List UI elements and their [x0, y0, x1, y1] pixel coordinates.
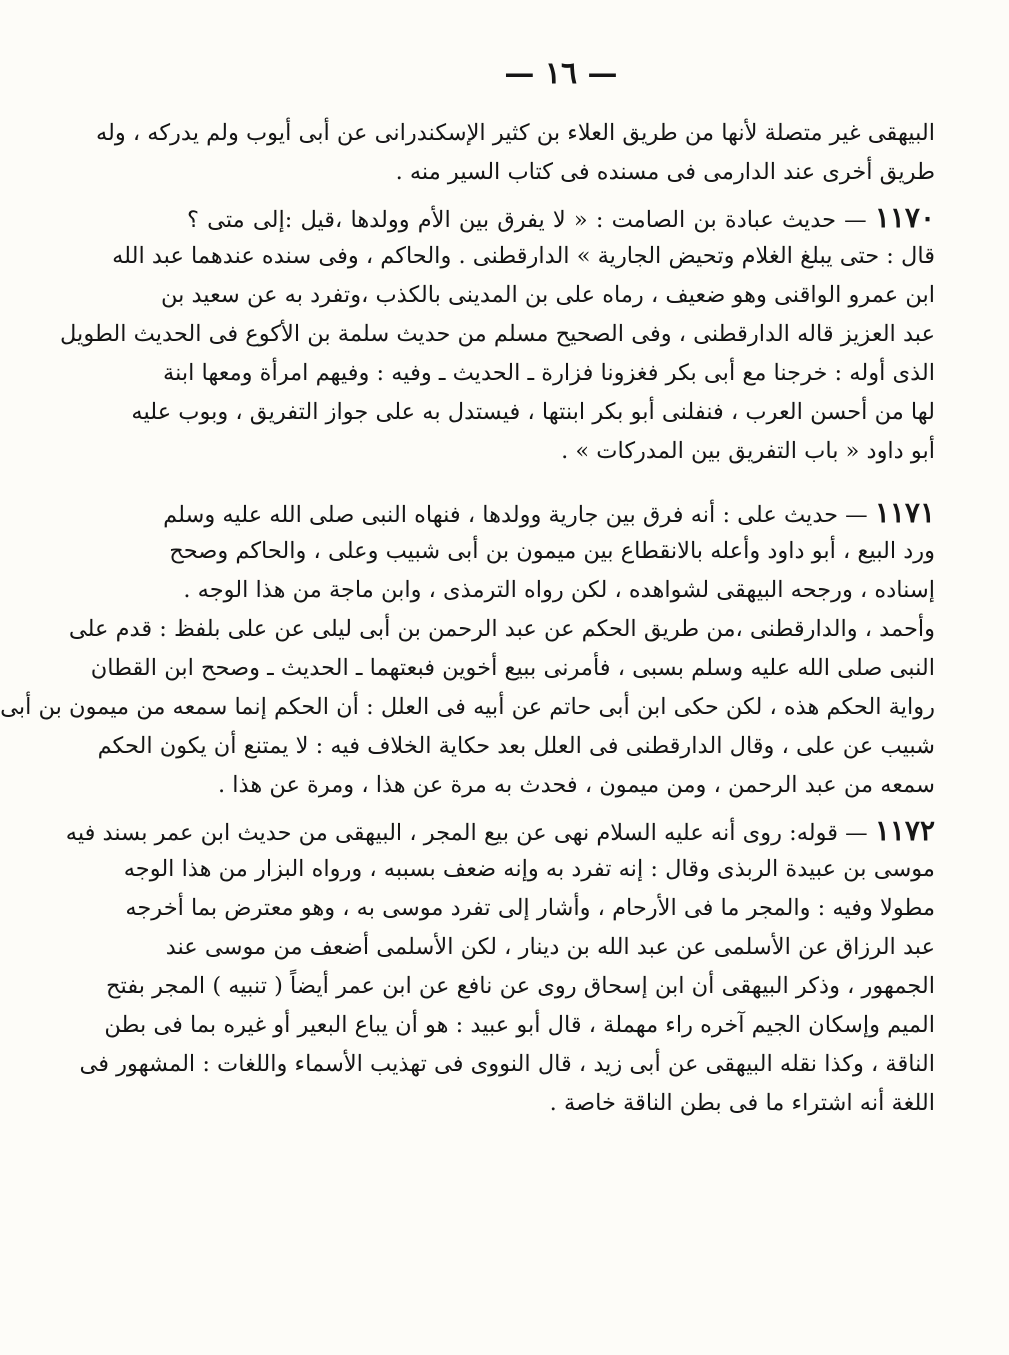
text-line: الذى أوله : خرجنا مع أبى بكر فغزونا فزارة ـ الحديث ـ وفيه : وفيهم امرأة ومعها ابنة [163, 360, 935, 386]
text-line: الميم وإسكان الجيم آخره راء مهملة ، قال أبو عبيد : هو أن يباع البعير أو غيره بما فى بطن [104, 1012, 935, 1038]
text-line: الناقة ، وكذا نقله البيهقى عن أبى زيد ، قال النووى فى تهذيب الأسماء واللغات : المشهور فى [79, 1051, 935, 1077]
text-line: طريق أخرى عند الدارمى فى مسنده فى كتاب السير منه . [395, 159, 935, 185]
hadith-number: ١١٧٢ [874, 814, 935, 847]
text-line: عبد العزيز قاله الدارقطنى ، وفى الصحيح مسلم من حديث سلمة بن الأكوع فى الحديث الطويل [60, 321, 935, 347]
text-line: اللغة أنه اشتراء ما فى بطن الناقة خاصة . [549, 1090, 935, 1116]
hadith-entry-1171 [0, 493, 935, 805]
text-line: عبد الرزاق عن الأسلمى عن عبد الله بن دينار ، لكن الأسلمى أضعف من موسى عند [165, 934, 935, 960]
text-line: مطولا وفيه : والمجر ما فى الأرحام ، وأشار إلى تفرد موسى به ، وهو معترض بما أخرجه [125, 895, 935, 921]
paragraph-continuation [95, 114, 935, 192]
text-line [163, 493, 935, 532]
text-line: ابن عمرو الواقنى وهو ضعيف ، رماه على بن المدينى بالكذب ،وتفرد به عن سعيد بن [160, 282, 935, 308]
text-line: قال : حتى يبلغ الغلام وتحيض الجارية » الدارقطنى . والحاكم ، وفى سنده عندهما عبد الله [112, 243, 935, 269]
text-line: سمعه من عبد الرحمن ، ومن ميمون ، فحدث به مرة عن هذا ، ومرة عن هذا . [217, 772, 935, 798]
text-line: ورد البيع ، أبو داود وأعله بالانقطاع بين ميمون بن أبى شبيب وعلى ، والحاكم وصحح [169, 538, 935, 564]
hadith-entry-1170 [60, 198, 935, 471]
text-line [65, 811, 935, 850]
hadith-number: ١١٧١ [874, 496, 935, 529]
text-line: النبى صلى الله عليه وسلم بسبى ، فأمرنى ببيع أخوين فبعتهما ـ الحديث ـ وصحح ابن القطان [90, 655, 935, 681]
text-line: وأحمد ، والدارقطنى ،من طريق الحكم عن عبد الرحمن بن أبى ليلى عن على بلفظ : قدم على [68, 616, 935, 642]
text-line: أبو داود « باب التفريق بين المدركات » . [561, 438, 935, 464]
page-number: — ١٦ — [504, 56, 618, 91]
hadith-number: ١١٧٠ [874, 201, 935, 234]
text-line: رواية الحكم هذه ، لكن حكى ابن أبى حاتم عن أبيه فى العلل : أن الحكم إنما سمعه من ميمون بن أبى [0, 694, 935, 720]
text-line: إسناده ، ورجحه البيهقى لشواهده ، لكن رواه الترمذى ، وابن ماجة من هذا الوجه . [183, 577, 935, 603]
text-line: البيهقى غير متصلة لأنها من طريق العلاء بن كثير الإسكندرانى عن أبى أيوب ولم يدركه ، وله [95, 120, 935, 146]
text-line [187, 198, 935, 237]
hadith-entry-1172 [65, 811, 935, 1123]
text-line: الجمهور ، وذكر البيهقى أن ابن إسحاق روى عن نافع عن ابن عمر أيضاً ( تنبيه ) المجر بفتح [106, 973, 935, 999]
text-line: شبيب عن على ، وقال الدارقطنى فى العلل بعد حكاية الخلاف فيه : لا يمتنع أن يكون الحكم [97, 733, 935, 759]
text-line-body: — حديث على : أنه فرق بين جارية وولدها ، فنهاه النبى صلى الله عليه وسلم [163, 502, 875, 528]
text-line: موسى بن عبيدة الربذى وقال : إنه تفرد به وإنه ضعف بسببه ، ورواه البزار من هذا الوجه [123, 856, 935, 882]
text-line-body: — حديث عبادة بن الصامت : « لا يفرق بين الأم وولدها ،قيل :إلى متى ؟ [187, 207, 875, 233]
text-line: لها من أحسن العرب ، فنفلنى أبو بكر ابنتها ، فيستدل به على جواز التفريق ، وبوب عليه [131, 399, 935, 425]
text-line-body: — قوله: روى أنه عليه السلام نهى عن بيع المجر ، البيهقى من حديث ابن عمر بسند فيه [65, 820, 875, 846]
